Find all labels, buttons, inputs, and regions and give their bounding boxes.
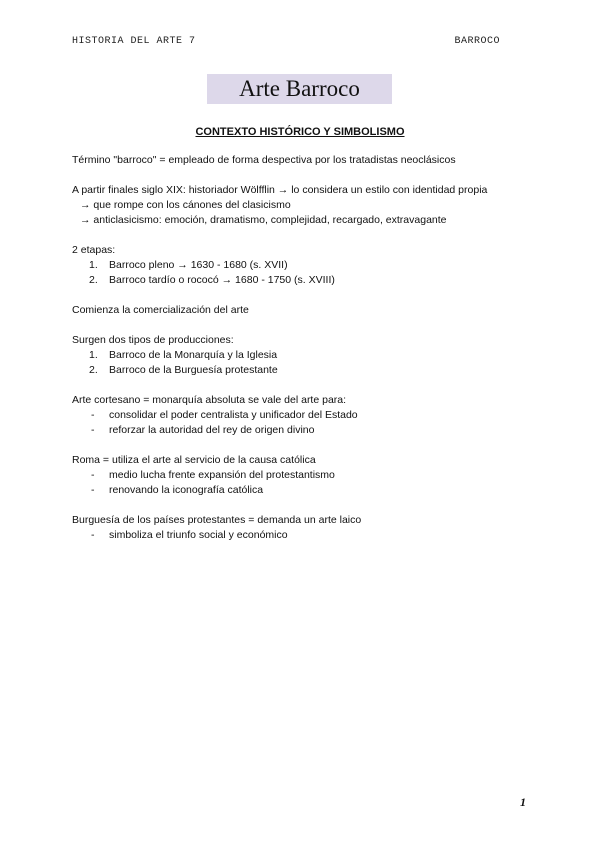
paragraph-barroco-term	[72, 153, 532, 168]
list-item-text: medio lucha frente expansión del protestantismo	[109, 469, 335, 481]
list-dash: -	[91, 484, 95, 496]
list-number: 1.	[89, 349, 98, 361]
paragraph-text: Término "barroco" = empleado de forma despectiva por los tratadistas neoclásicos	[72, 154, 456, 166]
paragraph-text: Roma = utiliza el arte al servicio de la causa católica	[72, 454, 316, 466]
paragraph-text: Surgen dos tipos de producciones:	[72, 334, 234, 346]
list-item	[72, 273, 532, 288]
list-item	[72, 423, 532, 438]
paragraph-roma	[72, 453, 532, 498]
paragraph-comercializacion	[72, 303, 532, 318]
list-item-text: consolidar el poder centralista y unificador del Estado	[109, 409, 358, 421]
page-title: Arte Barroco	[207, 74, 392, 104]
list-item	[72, 528, 532, 543]
list-dash: -	[91, 469, 95, 481]
list-number: 1.	[89, 259, 98, 271]
list-item-text: Barroco de la Burguesía protestante	[109, 364, 278, 376]
list-item-text: Barroco de la Monarquía y la Iglesia	[109, 349, 278, 361]
list-item	[72, 468, 532, 483]
paragraph-etapas	[72, 243, 532, 288]
list-item-text: Barroco pleno → 1630 - 1680 (s. XVII)	[109, 259, 288, 271]
list-item	[72, 483, 532, 498]
list-number: 2.	[89, 364, 98, 376]
paragraph-producciones	[72, 333, 532, 378]
paragraph-text: Burguesía de los países protestantes = demanda un arte laico	[72, 514, 362, 526]
paragraph-text: A partir finales siglo XIX: historiador Wölfflin → lo considera un estilo con identidad propia	[72, 184, 488, 196]
paragraph-text: Comienza la comercialización del arte	[72, 304, 249, 316]
list-item	[72, 348, 532, 363]
arrow-item: → que rompe con los cánones del clasicismo	[80, 199, 291, 211]
section-title: CONTEXTO HISTÓRICO Y SIMBOLISMO	[195, 126, 405, 138]
list-item	[72, 408, 532, 423]
header-course: HISTORIA DEL ARTE 7	[72, 36, 196, 47]
document-body	[72, 153, 532, 558]
paragraph-text: Arte cortesano = monarquía absoluta se vale del arte para:	[72, 394, 347, 406]
list-item	[72, 363, 532, 378]
list-item-text: renovando la iconografía católica	[109, 484, 264, 496]
paragraph-text: 2 etapas:	[72, 244, 116, 256]
list-dash: -	[91, 529, 95, 541]
list-number: 2.	[89, 274, 98, 286]
list-item-text: Barroco tardío o rococó → 1680 - 1750 (s. XVIII)	[109, 274, 335, 286]
paragraph-arte-cortesano	[72, 393, 532, 438]
arrow-item: → anticlasicismo: emoción, dramatismo, complejidad, recargado, extravagante	[80, 214, 447, 226]
list-dash: -	[91, 424, 95, 436]
list-dash: -	[91, 409, 95, 421]
paragraph-wolfflin	[72, 183, 532, 228]
list-item-text: reforzar la autoridad del rey de origen divino	[109, 424, 315, 436]
list-item	[72, 258, 532, 273]
paragraph-burguesia	[72, 513, 532, 543]
list-item-text: simboliza el triunfo social y económico	[109, 529, 288, 541]
header-topic: BARROCO	[454, 36, 500, 47]
page-number: 1	[520, 795, 526, 809]
